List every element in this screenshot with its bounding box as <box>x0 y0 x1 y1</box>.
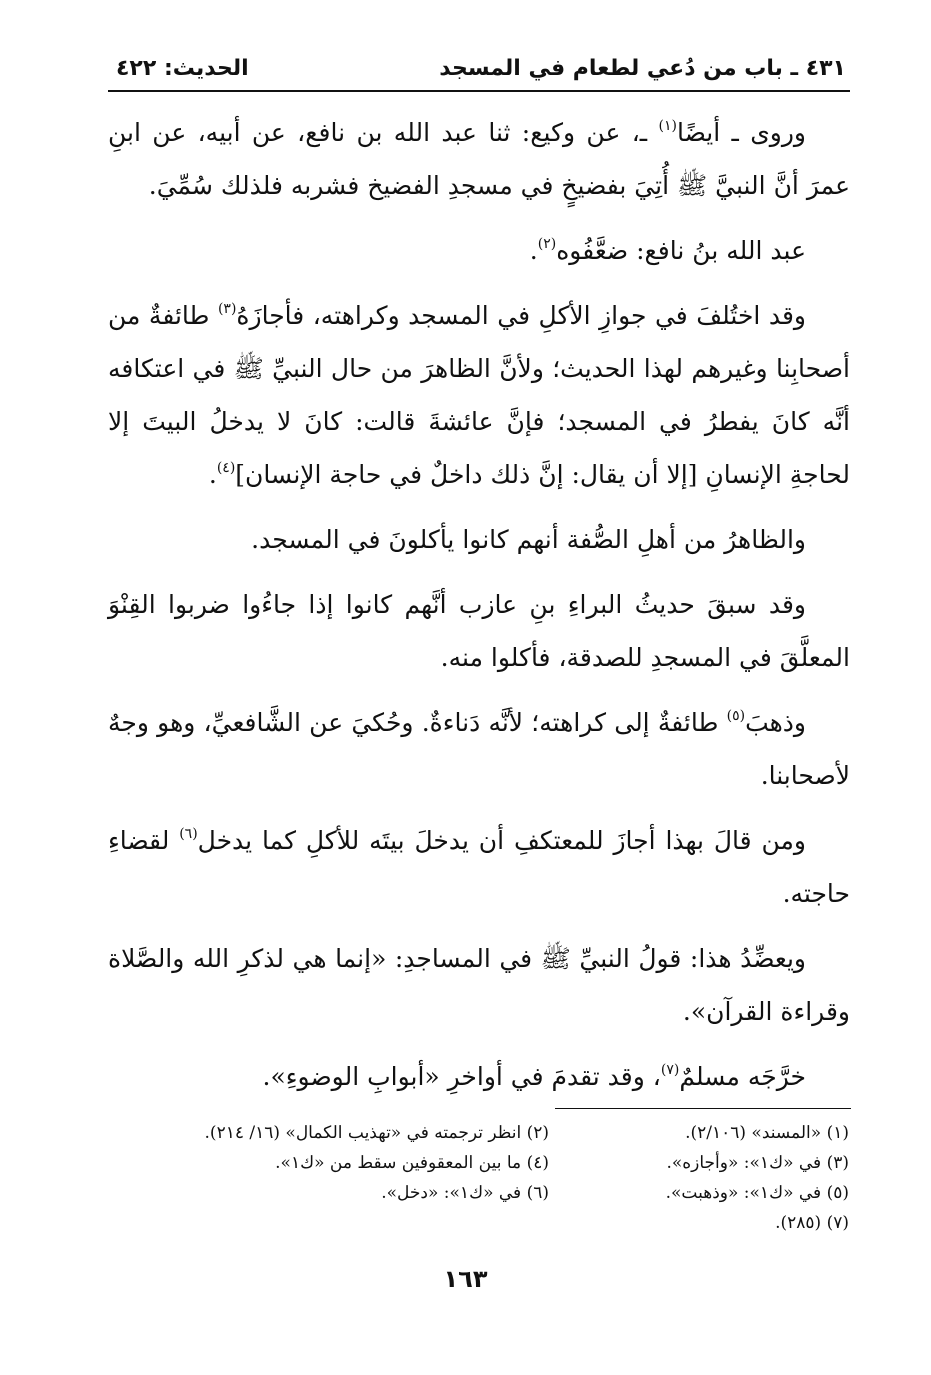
footnote-row <box>129 1118 849 1148</box>
chapter-title: ٤٣١ ـ باب من دُعي لطعام في المسجد <box>439 56 846 81</box>
footnote-reference: (٥) <box>726 708 746 724</box>
footnote: (٥) في «ك١»: «وذهبت». <box>665 1183 849 1203</box>
paragraph <box>108 224 850 277</box>
paragraph-text: وروى ـ أيضًا <box>676 118 806 147</box>
paragraph-text: ـ، عن وكيع: ثنا عبد الله بن نافع، عن أبيه، عن ابنِ عمرَ أنَّ النبيَّ ﷺ أُتِيَ بفضيخٍ في مسجدِ الفضيخ فشربه فلذلك سُمِّيَ. <box>108 118 850 200</box>
paragraph-text: خرَّجَه مسلمٌ <box>679 1062 806 1091</box>
paragraph-text: . <box>529 236 538 265</box>
paragraph-text: وقد سبقَ حديثُ البراءِ بنِ عازب أنَّهم كانوا إذا جاءُوا ضربوا القِنْوَ المعلَّقَ في المسجدِ للصدقة، فأكلوا منه. <box>108 590 850 672</box>
footnote: (٤) ما بين المعقوفين سقط من «ك١». <box>275 1153 549 1173</box>
footnote-reference: (١) <box>658 118 677 134</box>
footnote <box>129 1208 549 1238</box>
paragraph <box>108 814 850 920</box>
footnote-reference: (٤) <box>216 460 236 476</box>
footnote: (١) «المسند» (٢/١٠٦). <box>685 1123 849 1143</box>
paragraph-text: . <box>208 460 217 489</box>
paragraph <box>108 1050 850 1103</box>
footnotes <box>129 1118 849 1238</box>
footnote-row <box>129 1208 849 1238</box>
page-number: ١٦٣ <box>443 1265 488 1293</box>
paragraph-text: وقد اختُلفَ في جوازِ الأكلِ في المسجد وكراهته، فأجازَهُ <box>236 301 806 330</box>
footnote: (٢) انظر ترجمته في «تهذيب الكمال» (١٦/ ٢١٤). <box>204 1123 549 1143</box>
footnote-reference: (٦) <box>179 826 198 842</box>
paragraph <box>108 932 850 1038</box>
footnote: (٧) (٢٨٥). <box>775 1213 849 1233</box>
paragraph-text: عبد الله بنُ نافع: ضعَّفُوه <box>556 236 806 265</box>
hadith-number: الحديث: ٤٢٢ <box>116 56 249 81</box>
footnote-divider <box>555 1108 851 1109</box>
paragraph <box>108 106 850 212</box>
paragraph <box>108 696 850 802</box>
paragraph-text: لقضاءِ حاجته. <box>108 826 850 908</box>
paragraph-text: وذهبَ <box>745 708 806 737</box>
footnote: (٣) في «ك١»: «وأجازه». <box>666 1153 849 1173</box>
paragraph-text: ويعضِّدُ هذا: قولُ النبيِّ ﷺ في المساجدِ: «إنما هي لذكرِ الله والصَّلاة وقراءة القرآن». <box>108 944 850 1026</box>
running-header <box>108 50 850 92</box>
paragraph-text: والظاهرُ من أهلِ الصُّفة أنهم كانوا يأكلونَ في المسجد. <box>251 525 806 554</box>
footnote-reference: (٧) <box>660 1062 680 1078</box>
body-text <box>108 106 850 1115</box>
footnote-row <box>129 1178 849 1208</box>
paragraph-text: طائفةٌ من أصحابِنا وغيرهم لهذا الحديث؛ ولأنَّ الظاهرَ من حال النبيِّ ﷺ في اعتكافه أنَّه كانَ يفطرُ في المسجد؛ فإنَّ عائشةَ قالت: كانَ لا يدخلُ البيتَ إلا لحاجةِ الإنسانِ [إلا أن يقال: إنَّ ذلك داخلٌ في حاجة الإنسان] <box>108 301 850 489</box>
footnote-reference: (٢) <box>537 236 557 252</box>
footnote: (٦) في «ك١»: «دخل». <box>381 1183 549 1203</box>
paragraph <box>108 289 850 501</box>
paragraph-text: طائفةٌ إلى كراهته؛ لأنَّه دَناءةٌ. وحُكيَ عن الشَّافعيِّ، وهو وجهٌ لأصحابنا. <box>108 708 850 790</box>
paragraph <box>108 578 850 684</box>
paragraph <box>108 513 850 566</box>
paragraph-text: ، وقد تقدمَ في أواخرِ «أبوابِ الوضوءِ». <box>262 1062 661 1091</box>
paragraph-text: ومن قالَ بهذا أجازَ للمعتكفِ أن يدخلَ بيتَه للأكلِ كما يدخل <box>197 826 806 855</box>
footnote-reference: (٣) <box>217 301 237 317</box>
footnote-row <box>129 1148 849 1178</box>
